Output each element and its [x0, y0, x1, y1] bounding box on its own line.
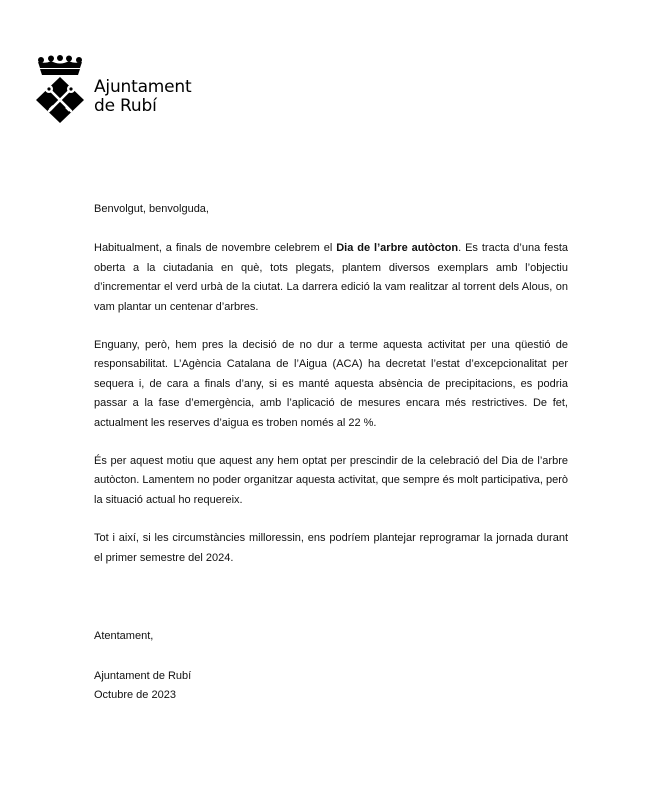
logo-wordmark [94, 78, 191, 116]
paragraph-1-start: Habitualment, a finals de novembre celebrem el [94, 242, 337, 255]
letter-body [94, 200, 568, 705]
event-name: Dia de l’arbre autòcton [336, 242, 459, 255]
paragraph-3: És per aquest motiu que aquest any hem optat per prescindir de la celebració del Dia de l’arbre autòcton. Lamentem no poder organitzar aquesta activitat, que sempre és molt participativa, però la situació actual ho requereix. [94, 455, 568, 506]
coat-of-arms-icon [32, 55, 88, 125]
logo-line-2: de Rubí [94, 96, 157, 116]
paragraph-1 [94, 239, 568, 317]
paragraph-2: Enguany, però, hem pres la decisió de no dur a terme aquesta activitat per una qüestió de responsabilitat. L’Agència Catalana de l’Aigua (ACA) ha decretat l’estat d’excepcionalitat per sequera i, de cara a finals d’any, si es manté aquesta absència de precipitacions, es podria passar a la fase d’emergència, amb l’aplicació de mesures encara més restrictives. De fet, actualment les reserves d’aigua es troben només al 22 %. [94, 339, 568, 429]
date: Octubre de 2023 [94, 688, 176, 701]
closing: Atentament, [94, 630, 154, 643]
paragraph-1-end: . Es tracta d’una festa oberta a la ciutadania en què, tots plegats, plantem diversos exemplars amb l’objectiu d’incrementar el verd urbà de la ciutat. La darrera edició la vam realitzar al torrent dels Alous, on vam plantar un centenar d’arbres. [94, 242, 569, 313]
greeting: Benvolgut, benvolguda, [94, 203, 209, 215]
signature: Ajuntament de Rubí [94, 669, 192, 682]
ajuntament-logo [32, 55, 202, 125]
logo-line-1: Ajuntament [94, 77, 192, 97]
paragraph-4: Tot i així, si les circumstàncies milloressin, ens podríem plantejar reprogramar la jornada durant el primer semestre del 2024. [94, 532, 568, 564]
